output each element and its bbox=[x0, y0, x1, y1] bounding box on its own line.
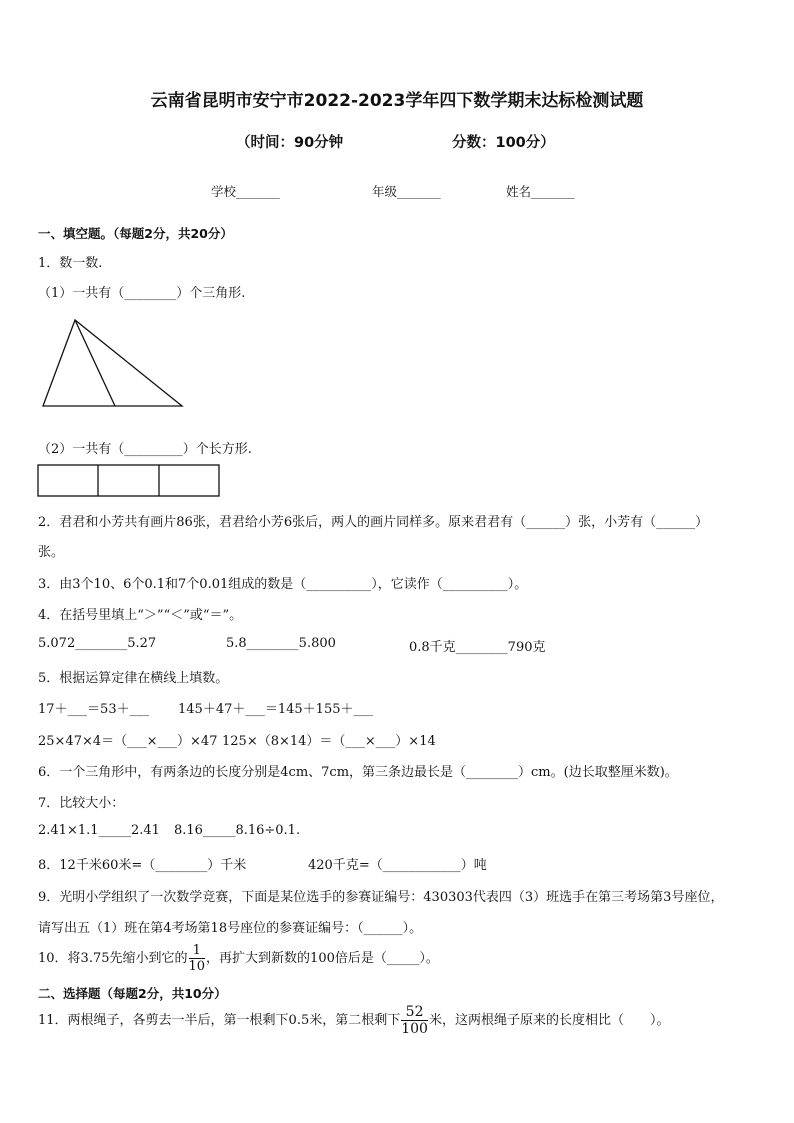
question-5d: 125×（8×14）＝（___×___）×14 bbox=[222, 734, 436, 749]
question-10 bbox=[38, 944, 439, 973]
fraction-52-100 bbox=[401, 1005, 428, 1036]
question-1: 1．数一数. bbox=[38, 256, 103, 271]
question-9-cont: 请写出五（1）班在第4考场第18号座位的参赛证编号：（______）。 bbox=[38, 921, 423, 936]
question-9: 9．光明小学组织了一次数学竞赛，下面是某位选手的参赛证编号：430303代表四（3）班选手在第三考场第3号座位， bbox=[38, 890, 724, 905]
question-4b: 5.8________5.800 bbox=[226, 636, 336, 651]
fraction-numerator: 1 bbox=[189, 944, 206, 959]
question-2-cont: 张。 bbox=[38, 545, 65, 560]
exam-time: （时间：90分钟 bbox=[236, 135, 344, 151]
question-10-text-start: 10．将3.75先缩小到它的 bbox=[38, 951, 188, 966]
question-2: 2．君君和小芳共有画片86张，君君给小芳6张后，两人的画片同样多。原来君君有（______）张，小芳有（______） bbox=[38, 515, 709, 530]
name-field: 姓名_______ bbox=[506, 184, 575, 199]
question-10-text-end: ，再扩大到新数的100倍后是（_____）。 bbox=[206, 951, 439, 966]
fraction-denominator: 100 bbox=[401, 1021, 428, 1037]
question-5c: 25×47×4＝（___×___）×47 bbox=[38, 734, 218, 749]
question-4: 4．在括号里填上“＞”“＜”或“＝”。 bbox=[38, 608, 243, 623]
page-title: 云南省昆明市安宁市2022-2023学年四下数学期末达标检测试题 bbox=[150, 91, 644, 111]
question-5b: 145＋47＋___＝145＋155＋___ bbox=[178, 702, 373, 717]
question-11-text-end: 米，这两根绳子原来的长度相比（ ）。 bbox=[428, 1013, 670, 1028]
question-3: 3．由3个10、6个0.1和7个0.01组成的数是（__________），它读作（__________）。 bbox=[38, 577, 528, 592]
fraction-one-tenth bbox=[189, 944, 206, 973]
school-field: 学校_______ bbox=[211, 184, 280, 199]
triangle-figure bbox=[40, 318, 186, 410]
question-8b: 420千克=（____________）吨 bbox=[308, 858, 487, 873]
question-4a: 5.072________5.27 bbox=[38, 636, 157, 651]
grade-field: 年级_______ bbox=[372, 184, 441, 199]
fraction-numerator: 52 bbox=[401, 1005, 428, 1021]
question-11 bbox=[38, 1005, 669, 1036]
fraction-denominator: 10 bbox=[188, 959, 206, 974]
question-11-text-start: 11．两根绳子，各剪去一半后，第一根剩下0.5米，第二根剩下 bbox=[38, 1013, 401, 1028]
question-8a: 8．12千米60米=（________）千米 bbox=[38, 858, 247, 873]
question-1b: （2）一共有（_________）个长方形. bbox=[38, 442, 252, 457]
question-7a: 2.41×1.1_____2.41 bbox=[38, 823, 160, 838]
section-1-heading: 一、填空题。（每题2分，共20分） bbox=[38, 226, 233, 241]
exam-score: 分数：100分） bbox=[452, 135, 555, 151]
question-5: 5．根据运算定律在横线上填数。 bbox=[38, 671, 229, 686]
question-4c: 0.8千克________790克 bbox=[409, 640, 546, 655]
section-2-heading: 二、选择题（每题2分，共10分） bbox=[38, 986, 227, 1001]
question-7b: 8.16_____8.16÷0.1. bbox=[174, 823, 301, 838]
question-1a: （1）一共有（________）个三角形. bbox=[38, 286, 246, 301]
question-6: 6．一个三角形中，有两条边的长度分别是4cm、7cm，第三条边最长是（________）cm。(边长取整厘米数)。 bbox=[38, 765, 678, 780]
question-5a: 17＋___＝53＋___ bbox=[38, 702, 150, 717]
rectangles-figure bbox=[37, 464, 221, 498]
question-7: 7．比较大小： bbox=[38, 796, 125, 811]
